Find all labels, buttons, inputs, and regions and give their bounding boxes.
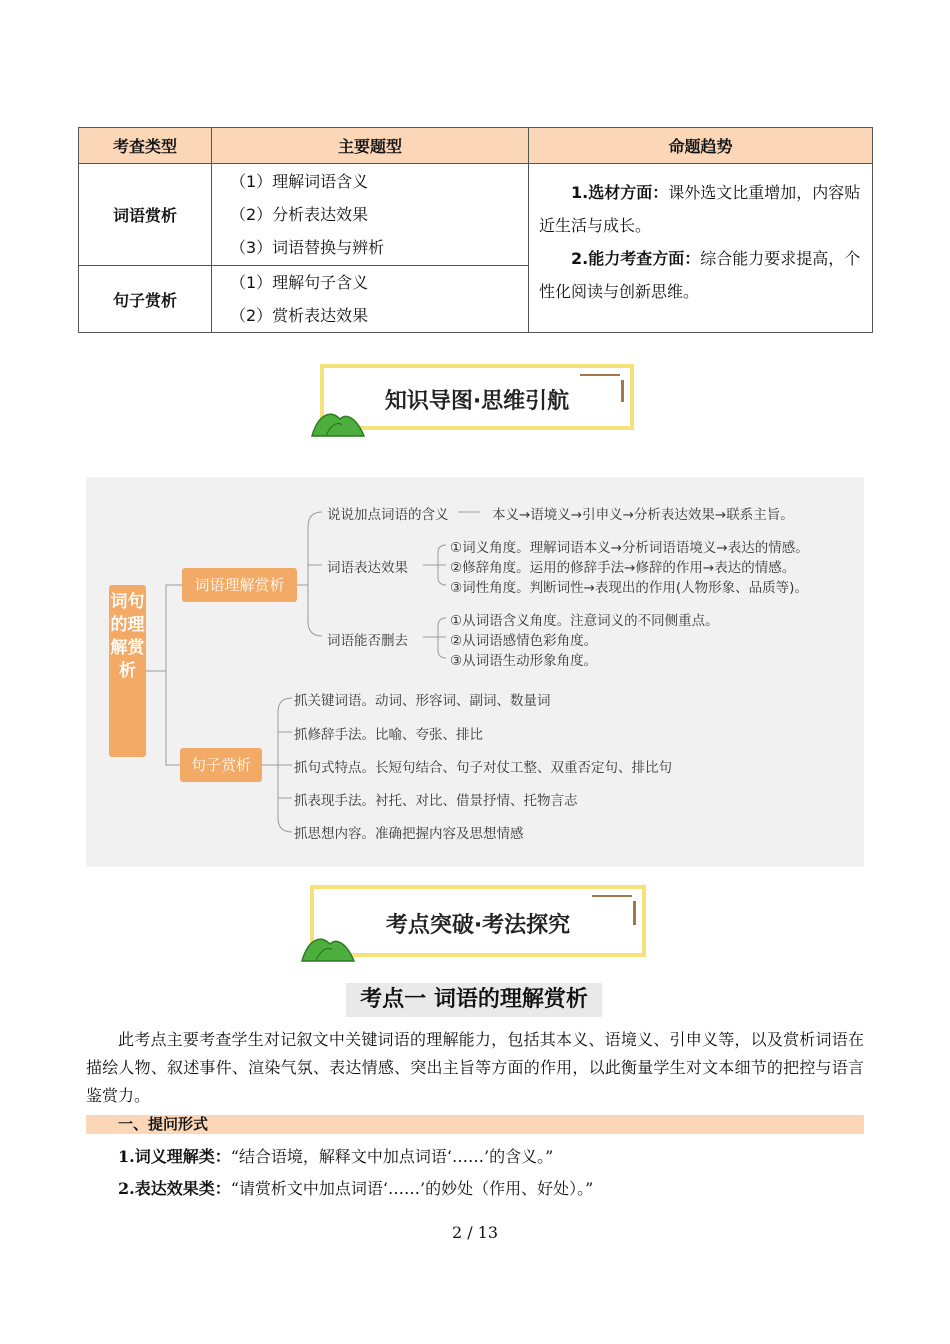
table-cell-trend: [529, 164, 873, 333]
mountain-icon: [300, 930, 356, 962]
mind-map-group-label: 词语能否删去: [327, 633, 408, 649]
section-paragraph: 此考点主要考查学生对记叙文中关键词语的理解能力，包括其本义、语境义、引申义等，以及赏析词语在描绘人物、叙述事件、渲染气氛、表达情感、突出主旨等方面的作用，以此衡量学生对文本细节的把控与语言鉴赏力。: [86, 1030, 864, 1105]
mind-map-item: ①从词语含义角度。注意词义的不同侧重点。: [450, 613, 719, 629]
mind-map-group-label: 说说加点词语的含义: [327, 507, 449, 523]
subheading-bar: [86, 1115, 864, 1134]
mind-map-item: 抓关键词语。动词、形容词、副词、数量词: [294, 693, 551, 709]
table-cell-type: 词语赏析: [79, 164, 212, 266]
trend-text: 综合能力要求提高，个性化阅读与创新思维。: [539, 249, 861, 301]
banner-decoration: [621, 380, 624, 402]
question-line: [118, 1176, 593, 1199]
banner-title: 考点突破·考法探究: [385, 913, 571, 938]
exam-overview-table: [78, 127, 873, 333]
trend-label: 2.能力考查方面：: [571, 249, 701, 268]
question-text: “请赏析文中加点词语‘……’的妙处（作用、好处）。”: [230, 1179, 594, 1198]
table-header: 考查类型: [79, 128, 212, 164]
mind-map-item: 本义→语境义→引申义→分析表达效果→联系主旨。: [492, 507, 794, 523]
question-line: [118, 1144, 553, 1167]
mind-map-branch-sentence: 句子赏析: [180, 748, 262, 782]
mind-map-item: 抓思想内容。准确把握内容及思想情感: [294, 826, 524, 842]
list-item: （1）理解句子含义: [230, 273, 369, 292]
mind-map-item: 抓修辞手法。比喻、夸张、排比: [294, 727, 483, 743]
page-number: 2 / 13: [451, 1223, 499, 1242]
subheading-text: 一、提问形式: [118, 1115, 209, 1133]
trend-text: 课外选文比重增加，内容贴近生活与成长。: [539, 183, 861, 235]
question-label: 1.词义理解类：: [118, 1147, 231, 1166]
table-cell-type: 句子赏析: [79, 266, 212, 333]
banner-decoration: [633, 901, 636, 925]
mind-map-item: 抓表现手法。衬托、对比、借景抒情、托物言志: [294, 793, 578, 809]
table-row: [79, 164, 873, 266]
mind-map-item: ①词义角度。理解词语本义→分析词语语境义→表达的情感。: [450, 540, 809, 556]
banner-decoration: [580, 374, 620, 376]
list-item: （2）赏析表达效果: [230, 306, 369, 325]
trend-item: [539, 242, 862, 308]
mind-map-group-label: 词语表达效果: [327, 560, 408, 576]
table-header-row: [79, 128, 873, 164]
trend-label: 1.选材方面：: [571, 183, 669, 202]
table-header: 命题趋势: [529, 128, 873, 164]
banner-decoration: [592, 895, 632, 897]
table-cell-items: [212, 266, 529, 333]
mind-map-item: ②从词语感情色彩角度。: [450, 633, 598, 649]
mind-map-item: ③从词语生动形象角度。: [450, 653, 598, 669]
mind-map-item: 抓句式特点。长短句结合、句子对仗工整、双重否定句、排比句: [294, 760, 672, 776]
question-label: 2.表达效果类：: [118, 1179, 231, 1198]
list-item: （3）词语替换与辨析: [230, 238, 385, 257]
mind-map-branch-word: 词语理解赏析: [182, 568, 297, 602]
question-text: “结合语境，解释文中加点词语‘……’的含义。”: [230, 1147, 554, 1166]
list-item: （2）分析表达效果: [230, 205, 369, 224]
mind-map-root: 词句的理解赏析: [109, 585, 146, 757]
mind-map: [86, 477, 864, 867]
section-title: 考点一 词语的理解赏析: [346, 983, 602, 1017]
list-item: （1）理解词语含义: [230, 172, 369, 191]
table-header: 主要题型: [212, 128, 529, 164]
knowledge-map-banner: [320, 364, 634, 430]
mind-map-item: ③词性角度。判断词性→表现出的作用(人物形象、品质等)。: [450, 580, 808, 596]
mountain-icon: [310, 405, 366, 437]
trend-item: [539, 176, 862, 242]
banner-title: 知识导图·思维引航: [384, 389, 570, 414]
mind-map-item: ②修辞角度。运用的修辞手法→修辞的作用→表达的情感。: [450, 560, 796, 576]
table-cell-items: [212, 164, 529, 266]
exam-point-banner: [310, 885, 646, 957]
